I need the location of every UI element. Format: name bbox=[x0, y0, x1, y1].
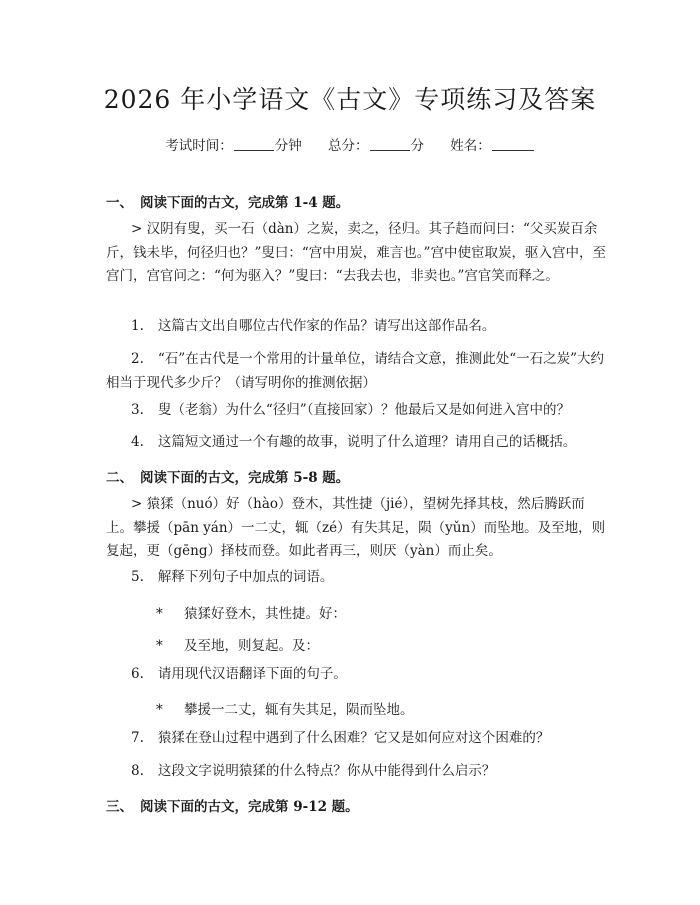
name-blank[interactable] bbox=[492, 150, 534, 151]
total-score-blank[interactable] bbox=[370, 150, 410, 151]
exam-time-field bbox=[165, 138, 302, 154]
question-text: “石”在古代是一个常用的计量单位，请结合文意，推测此处“一石之炭”大约相当于现代多少斤？（请写明你的推测依据） bbox=[106, 351, 604, 391]
question-number: 8. bbox=[131, 763, 144, 779]
section-heading-3 bbox=[106, 795, 359, 815]
section-heading-text: 阅读下面的古文，完成第 1-4 题。 bbox=[140, 195, 350, 211]
question-4 bbox=[106, 431, 606, 455]
question-number: 4. bbox=[131, 434, 144, 450]
passage-2: > 猿猱（nuó）好（hào）登木，其性捷（jié），望树先择其枝，然后腾跃而上。攀援（pān yán）一二丈，辄（zé）有失其足，陨（yǔn）而坠地。及至地，则复起，更（gēng）择枝而登。如此者再三，则厌（yàn）而止矣。 bbox=[106, 496, 606, 559]
question-6 bbox=[106, 663, 606, 687]
question-text: 请用现代汉语翻译下面的句子。 bbox=[157, 666, 347, 682]
section-heading-text: 阅读下面的古文，完成第 9-12 题。 bbox=[140, 799, 359, 815]
section-heading-2 bbox=[106, 466, 349, 486]
question-number: 2. bbox=[131, 351, 144, 367]
question-2 bbox=[106, 348, 606, 395]
question-3 bbox=[106, 399, 606, 423]
question-number: 1. bbox=[131, 318, 144, 334]
question-text: 这篇短文通过一个有趣的故事，说明了什么道理？请用自己的话概括。 bbox=[157, 434, 577, 450]
question-7 bbox=[106, 727, 606, 751]
question-number: 6. bbox=[131, 666, 144, 682]
question-5 bbox=[106, 566, 606, 590]
page-title: 2026 年小学语文《古文》专项练习及答案 bbox=[103, 85, 597, 114]
passage-1: > 汉阴有叟，买一石（dàn）之炭，卖之，径归。其子趋而问曰：“父买炭百余斤，钱未毕，何径归也？”叟曰：“宫中用炭，难言也。”宫中使宦取炭，驱入宫中，至宫门，宫官问之：“何为驱入？”叟曰：“去我去也，非卖也。”宫官笑而释之。 bbox=[106, 221, 606, 284]
sub-item-text: 及至地，则复起。及： bbox=[184, 638, 319, 654]
question-number: 3. bbox=[131, 402, 144, 418]
section-heading-1 bbox=[106, 191, 349, 211]
question-text: 这段文字说明猿猱的什么特点？你从中能得到什么启示？ bbox=[157, 763, 496, 779]
question-8 bbox=[106, 760, 606, 784]
exam-time-unit: 分钟 bbox=[274, 138, 302, 154]
exam-info-line bbox=[0, 134, 700, 154]
sub-item bbox=[156, 634, 319, 654]
question-1 bbox=[106, 315, 606, 339]
bullet-marker: * bbox=[156, 638, 163, 654]
section-number: 二、 bbox=[106, 470, 133, 486]
question-text: 解释下列句子中加点的词语。 bbox=[157, 569, 334, 585]
question-number: 5. bbox=[131, 569, 144, 585]
section-heading-text: 阅读下面的古文，完成第 5-8 题。 bbox=[140, 470, 350, 486]
section-number: 三、 bbox=[106, 799, 133, 815]
section-number: 一、 bbox=[106, 195, 133, 211]
question-text: 猿猱在登山过程中遇到了什么困难？它又是如何应对这个困难的？ bbox=[157, 730, 550, 746]
sub-item-text: 猿猱好登木，其性捷。好： bbox=[184, 606, 346, 622]
name-field bbox=[450, 138, 535, 154]
question-text: 这篇古文出自哪位古代作家的作品？请写出这部作品名。 bbox=[157, 318, 496, 334]
exam-time-label: 考试时间： bbox=[165, 138, 233, 154]
sub-item bbox=[156, 602, 346, 622]
name-label: 姓名： bbox=[450, 138, 491, 154]
bullet-marker: * bbox=[156, 702, 163, 718]
bullet-marker: * bbox=[156, 606, 163, 622]
exam-time-blank[interactable] bbox=[234, 150, 274, 151]
total-score-label: 总分： bbox=[328, 138, 369, 154]
question-number: 7. bbox=[131, 730, 144, 746]
total-score-unit: 分 bbox=[410, 138, 424, 154]
total-score-field bbox=[328, 138, 424, 154]
question-text: 叟（老翁）为什么“径归”（直接回家）？他最后又是如何进入宫中的？ bbox=[157, 402, 570, 418]
sub-item bbox=[156, 698, 414, 718]
sub-item-text: 攀援一二丈，辄有失其足，陨而坠地。 bbox=[184, 702, 414, 718]
